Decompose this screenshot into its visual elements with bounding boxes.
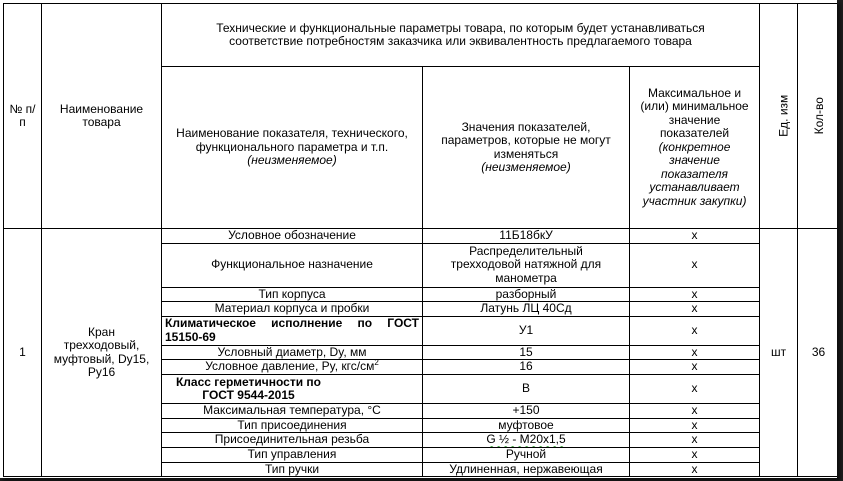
param-minmax: x bbox=[630, 360, 760, 375]
param-name: Климатическое исполнение по ГОСТ 15150-69 bbox=[162, 316, 423, 345]
item-qty: 36 bbox=[798, 229, 837, 477]
param-name: Материал корпуса и пробки bbox=[162, 302, 423, 317]
param-name: Функциональное назначение bbox=[162, 243, 423, 287]
param-value: Ручной bbox=[423, 448, 630, 463]
param-minmax: x bbox=[630, 462, 760, 477]
param-name: Условное обозначение bbox=[162, 229, 423, 244]
header-unit: Ед. изм bbox=[760, 4, 798, 229]
param-minmax: x bbox=[630, 316, 760, 345]
param-name: Тип присоединения bbox=[162, 418, 423, 433]
param-value: 16 bbox=[423, 360, 630, 375]
param-name: Тип управления bbox=[162, 448, 423, 463]
param-name: Класс герметичности по ГОСТ 9544-2015 bbox=[162, 375, 423, 404]
param-value: Распределительный трехходовой натяжной для манометра bbox=[423, 243, 630, 287]
thread-value: G ½ - М20х1,5 bbox=[486, 432, 566, 447]
param-value: разборный bbox=[423, 287, 630, 302]
param-minmax: x bbox=[630, 243, 760, 287]
param-value: У1 bbox=[423, 316, 630, 345]
param-name: Тип корпуса bbox=[162, 287, 423, 302]
param-minmax: x bbox=[630, 302, 760, 317]
param-name: Тип ручки bbox=[162, 462, 423, 477]
param-minmax: x bbox=[630, 433, 760, 448]
param-value bbox=[423, 433, 630, 448]
param-value: 15 bbox=[423, 345, 630, 360]
param-name: Условное давление, Py, кгс/$см^2$ bbox=[162, 360, 423, 375]
item-name: Кран трехходовый, муфтовый, Dy15, Py16 bbox=[42, 229, 162, 477]
header-param-value: Значения показателей, параметров, которые не могут изменяться (неизменяемое) bbox=[423, 67, 630, 229]
param-minmax: x bbox=[630, 418, 760, 433]
param-value: 11Б18бкУ bbox=[423, 229, 630, 244]
param-minmax: x bbox=[630, 229, 760, 244]
spec-table bbox=[3, 3, 837, 477]
item-unit: шт bbox=[760, 229, 798, 477]
param-name: Максимальная температура, °С bbox=[162, 404, 423, 419]
param-value: +150 bbox=[423, 404, 630, 419]
header-param-name: Наименование показателя, технического, функционального параметра и т.п. (неизменяемое) bbox=[162, 67, 423, 229]
param-minmax: x bbox=[630, 287, 760, 302]
header-qty: Кол-во bbox=[798, 4, 837, 229]
param-value: Удлиненная, нержавеющая bbox=[423, 462, 630, 477]
param-name: Присоединительная резьба bbox=[162, 433, 423, 448]
param-minmax: x bbox=[630, 375, 760, 404]
param-minmax: x bbox=[630, 448, 760, 463]
header-minmax: Максимальное и (или) минимальное значение показателей (конкретное значение показателя устанавливает участник закупки) bbox=[630, 67, 760, 229]
header-row-1 bbox=[4, 4, 838, 67]
param-name: Условный диаметр, Dy, мм bbox=[162, 345, 423, 360]
header-num: № п/п bbox=[4, 4, 42, 229]
header-group-title: Технические и функциональные параметры товара, по которым будет устанавливаться соответствие потребностям заказчика или эквивалентность предлагаемого товара bbox=[162, 4, 760, 67]
param-minmax: x bbox=[630, 345, 760, 360]
param-minmax: x bbox=[630, 404, 760, 419]
param-value: муфтовое bbox=[423, 418, 630, 433]
table-row bbox=[4, 229, 838, 244]
item-num: 1 bbox=[4, 229, 42, 477]
param-value: В bbox=[423, 375, 630, 404]
param-value: Латунь ЛЦ 40Сд bbox=[423, 302, 630, 317]
header-product-name: Наименование товара bbox=[42, 4, 162, 229]
